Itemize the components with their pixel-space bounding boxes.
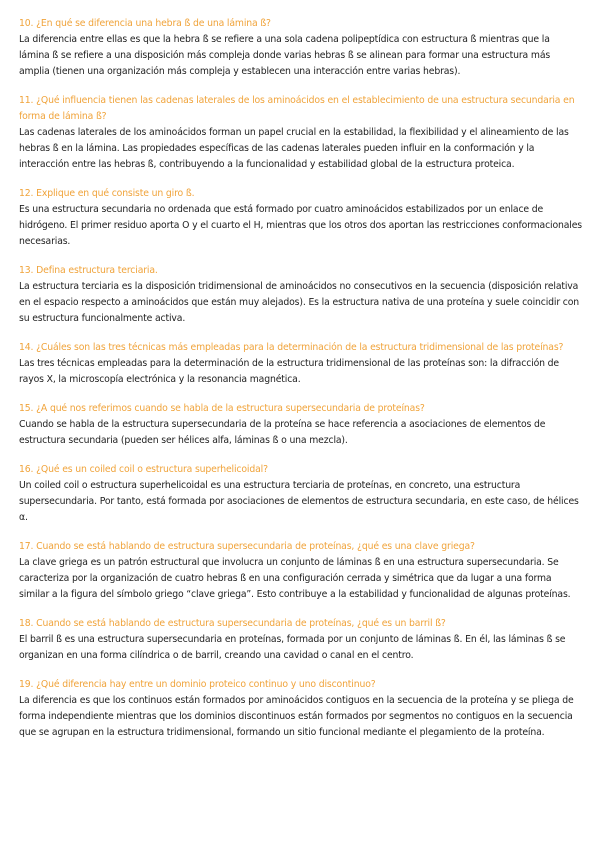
qa-item-12 (19, 186, 583, 250)
answer-14: Las tres técnicas empleadas para la determinación de la estructura tridimensional de las proteínas son: la difracción de rayos X, la microscopía electrónica y la resonancia magnética. (19, 358, 559, 385)
qa-item-19 (19, 677, 583, 741)
question-10: 10. ¿En qué se diferencia una hebra ß de una lámina ß? (19, 18, 271, 29)
answer-19: La diferencia es que los continuos están formados por aminoácidos contiguos en la secuencia de la proteína y se pliega de forma independiente mientras que los dominios discontinuos están formados por segmentos no contiguos en la secuencia que se agrupan en la estructura tridimensional, formando un sitio funcional mediante el plegamiento de la proteína. (19, 695, 574, 738)
question-18: 18. Cuando se está hablando de estructura supersecundaria de proteínas, ¿qué es un barril ß? (19, 618, 446, 629)
question-12: 12. Explique en qué consiste un giro ß. (19, 188, 195, 199)
answer-13: La estructura terciaria es la disposición tridimensional de aminoácidos no consecutivos en la secuencia (disposición relativa en el espacio respecto a aminoácidos que están muy alejados). Es la estructura nativa de una proteína y suele coincidir con su estructura funcionalmente activa. (19, 281, 580, 324)
answer-15: Cuando se habla de la estructura supersecundaria de la proteína se hace referencia a asociaciones de elementos de estructura secundaria (pueden ser hélices alfa, láminas ß o una mezcla). (19, 419, 546, 446)
question-16: 16. ¿Qué es un coiled coil o estructura superhelicoidal? (19, 464, 268, 475)
answer-11: Las cadenas laterales de los aminoácidos forman un papel crucial en la estabilidad, la flexibilidad y el alineamiento de las hebras ß en la lámina. Las propiedades específicas de las cadenas laterales pueden influir en la conformación y la interacción entre las hebras ß, contribuyendo a la funcionalidad y estabilidad global de la estructura proteica. (19, 127, 569, 170)
answer-10: La diferencia entre ellas es que la hebra ß se refiere a una sola cadena polipeptídica con estructura ß mientras que la lámina ß se refiere a una disposición más compleja donde varias hebras ß se alinean para formar una estructura más amplia (tienen una organización más compleja y establecen una interacción entre varias hebras). (19, 34, 551, 77)
answer-16: Un coiled coil o estructura superhelicoidal es una estructura terciaria de proteínas, en concreto, una estructura supersecundaria. Por tanto, está formada por asociaciones de elementos de estructura secundaria, en este caso, de hélices α. (19, 480, 579, 523)
qa-item-15 (19, 401, 583, 449)
answer-12: Es una estructura secundaria no ordenada que está formado por cuatro aminoácidos estabilizados por un enlace de hidrógeno. El primer residuo aporta O y el cuarto el H, mientras que los otros dos aportan las restricciones conformacionales necesarias. (19, 204, 582, 247)
question-11: 11. ¿Qué influencia tienen las cadenas laterales de los aminoácidos en el establecimiento de una estructura secundaria en forma de lámina ß? (19, 95, 575, 122)
qa-item-14 (19, 340, 583, 388)
qa-item-16 (19, 462, 583, 526)
document-page (19, 16, 583, 754)
question-15: 15. ¿A qué nos referimos cuando se habla de la estructura supersecundaria de proteínas? (19, 403, 425, 414)
qa-item-18 (19, 616, 583, 664)
qa-item-10 (19, 16, 583, 80)
question-19: 19. ¿Qué diferencia hay entre un dominio proteico continuo y uno discontinuo? (19, 679, 376, 690)
question-17: 17. Cuando se está hablando de estructura supersecundaria de proteínas, ¿qué es una clave griega? (19, 541, 475, 552)
qa-item-17 (19, 539, 583, 603)
answer-17: La clave griega es un patrón estructural que involucra un conjunto de láminas ß en una estructura supersecundaria. Se caracteriza por la organización de cuatro hebras ß en una configuración cerrada y simétrica que da lugar a una forma similar a la figura del símbolo griego “clave griega”. Esto contribuye a la estabilidad y funcionalidad de algunas proteínas. (19, 557, 571, 600)
answer-18: El barril ß es una estructura supersecundaria en proteínas, formada por un conjunto de láminas ß. En él, las láminas ß se organizan en una forma cilíndrica o de barril, creando una cavidad o canal en el centro. (19, 634, 566, 661)
qa-item-13 (19, 263, 583, 327)
question-13: 13. Defina estructura terciaria. (19, 265, 158, 276)
qa-item-11 (19, 93, 583, 173)
question-14: 14. ¿Cuáles son las tres técnicas más empleadas para la determinación de la estructura tridimensional de las proteínas? (19, 342, 564, 353)
